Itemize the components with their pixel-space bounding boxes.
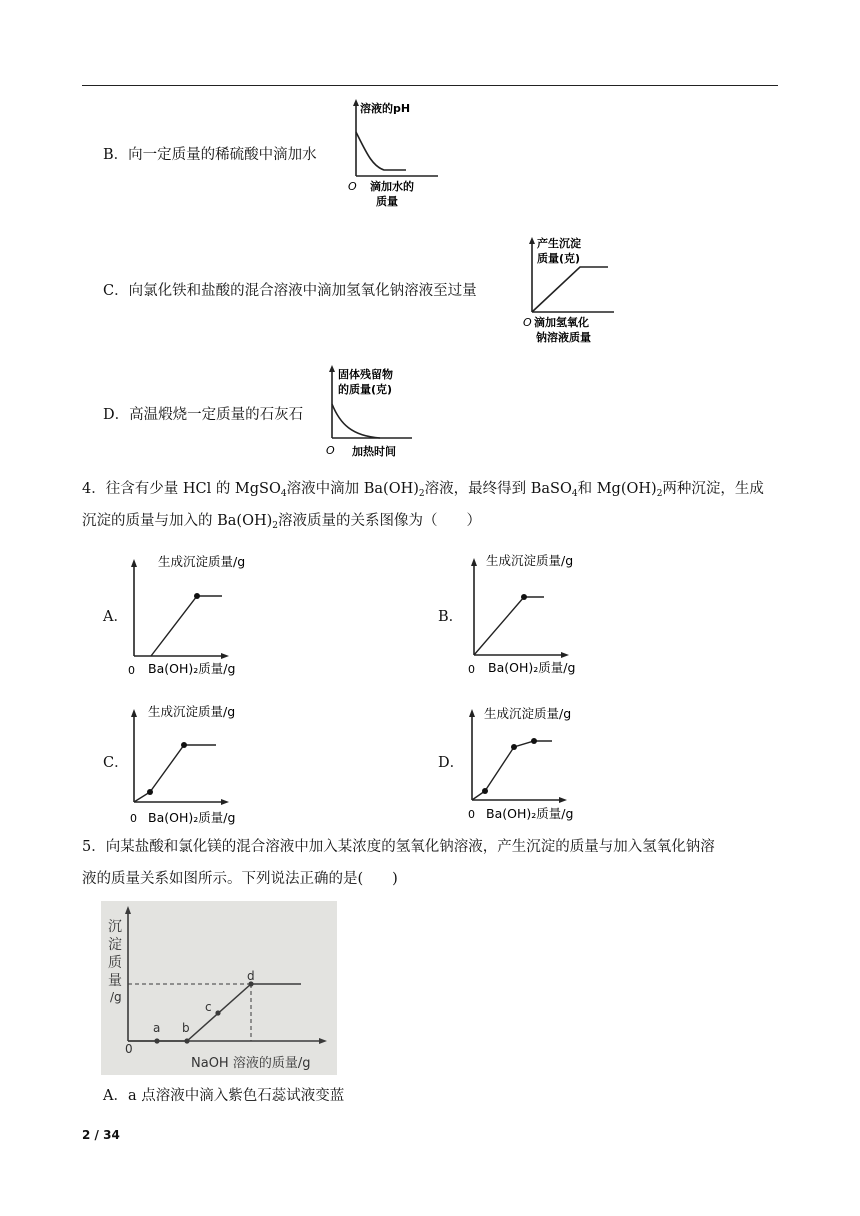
x-label: Ba(OH)₂质量/g	[148, 810, 236, 825]
q4-question-line1: 4．往含有少量 HCl 的 MgSO$_4$溶液中滴加 $Ba(OH)_2$溶液，最终得到 BaSO$_4$和 $Mg(OH)_2$两种沉淀，生成	[82, 481, 764, 499]
point-3	[531, 738, 537, 744]
q5-question-line2: 液的质量关系如图所示。下列说法正确的是( )	[82, 871, 398, 887]
turning-point	[194, 593, 200, 599]
q4-option-a-graph	[124, 550, 264, 680]
x-axis-arrow	[319, 1038, 327, 1044]
x-label: 加热时间	[352, 445, 396, 458]
point-b	[184, 1038, 189, 1043]
y-label: 生成沉淀质量/g	[148, 704, 236, 719]
q3-option-d-text: D．高温煅烧一定质量的石灰石	[103, 407, 304, 423]
q4-option-b-graph	[464, 549, 604, 679]
x-label: Ba(OH)₂质量/g	[148, 661, 236, 676]
point-b-label: b	[182, 1021, 190, 1035]
graph-line	[151, 596, 222, 656]
q5-graph	[101, 901, 337, 1075]
q4-option-b-label: B．	[438, 609, 464, 625]
point-1	[147, 789, 153, 795]
y-axis-arrow	[529, 237, 535, 244]
q4-option-c-label: C．	[103, 755, 129, 771]
x-label: Ba(OH)₂质量/g	[486, 806, 574, 821]
point-1	[482, 788, 488, 794]
y-label: 生成沉淀质量/g	[158, 554, 246, 569]
x-label: Ba(OH)₂质量/g	[488, 660, 576, 675]
point-2	[511, 744, 517, 750]
y-label: 生成沉淀质量/g	[486, 553, 574, 568]
x-axis-arrow	[221, 799, 229, 805]
origin-label: 0	[468, 663, 475, 676]
q5-graph-photo	[101, 901, 337, 1075]
q3-option-b-text: B．向一定质量的稀硫酸中滴加水	[103, 147, 317, 163]
x-label-line2: 钠溶液质量	[536, 331, 591, 344]
y-axis-arrow	[469, 709, 475, 717]
y-label-line1: 固体残留物	[338, 368, 393, 381]
x-label: NaOH 溶液的质量/g	[191, 1056, 311, 1071]
q4-question-line2: 沉淀的质量与加入的 $Ba(OH)_2$溶液质量的关系图像为（ ）	[82, 513, 481, 531]
x-axis-arrow	[221, 653, 229, 659]
q4-option-d-graph	[462, 700, 602, 828]
graph-line	[474, 597, 544, 655]
origin-label: 0	[128, 664, 135, 677]
y-axis-arrow	[353, 99, 359, 106]
y-axis-arrow	[329, 365, 335, 372]
origin-label: O	[523, 316, 532, 329]
origin-label: O	[326, 444, 335, 457]
x-label-line1: 滴加水的	[370, 180, 414, 193]
y-axis-arrow	[125, 906, 131, 914]
x-label-line1: 滴加氢氧化	[534, 316, 589, 329]
y-label-char-2: 淀	[108, 937, 122, 953]
x-axis-arrow	[561, 652, 569, 658]
y-label-char-1: 沉	[108, 919, 122, 935]
q3-option-d-graph	[326, 362, 426, 462]
q5-option-a-text: A．a 点溶液中滴入紫色石蕊试液变蓝	[103, 1088, 345, 1104]
y-label-char-4: 量	[108, 973, 122, 989]
graph-line	[134, 745, 216, 802]
q4-option-c-graph	[124, 700, 264, 830]
q5-question-line1: 5．向某盐酸和氯化镁的混合溶液中加入某浓度的氢氧化钠溶液，产生沉淀的质量与加入氢氧化钠溶	[82, 839, 715, 855]
y-label-line1: 产生沉淀	[537, 237, 581, 250]
origin-label: 0	[130, 812, 137, 825]
y-label: 溶液的pH	[360, 102, 411, 115]
ph-curve	[356, 132, 406, 170]
point-c-label: c	[205, 1000, 212, 1014]
point-d-label: d	[247, 969, 255, 983]
y-label-char-3: 质	[108, 955, 122, 971]
turning-point	[521, 594, 527, 600]
y-axis-arrow	[131, 559, 137, 567]
origin-label: O	[348, 180, 357, 193]
origin-label: 0	[468, 808, 475, 821]
x-label-line2: 质量	[376, 195, 398, 208]
y-label-line2: 的质量(克)	[338, 383, 393, 396]
point-c	[215, 1010, 220, 1015]
point-a	[154, 1038, 159, 1043]
q3-option-c-graph	[520, 234, 630, 348]
q3-option-b-graph	[342, 96, 442, 214]
origin-label: 0	[125, 1042, 133, 1056]
point-2	[181, 742, 187, 748]
point-a-label: a	[153, 1021, 161, 1035]
header-rule	[82, 85, 778, 86]
y-label-unit: /g	[110, 990, 122, 1004]
residue-curve	[332, 404, 380, 438]
y-label-line2: 质量(克)	[537, 252, 581, 265]
precipitate-line	[532, 267, 608, 312]
y-axis-arrow	[471, 558, 477, 566]
x-axis-arrow	[559, 797, 567, 803]
y-label: 生成沉淀质量/g	[484, 706, 572, 721]
q4-option-a-label: A．	[103, 609, 128, 625]
page-number: 2 / 34	[82, 1128, 120, 1142]
q4-option-d-label: D．	[438, 755, 465, 771]
y-axis-arrow	[131, 709, 137, 717]
q3-option-c-text: C．向氯化铁和盐酸的混合溶液中滴加氢氧化钠溶液至过量	[103, 283, 477, 299]
